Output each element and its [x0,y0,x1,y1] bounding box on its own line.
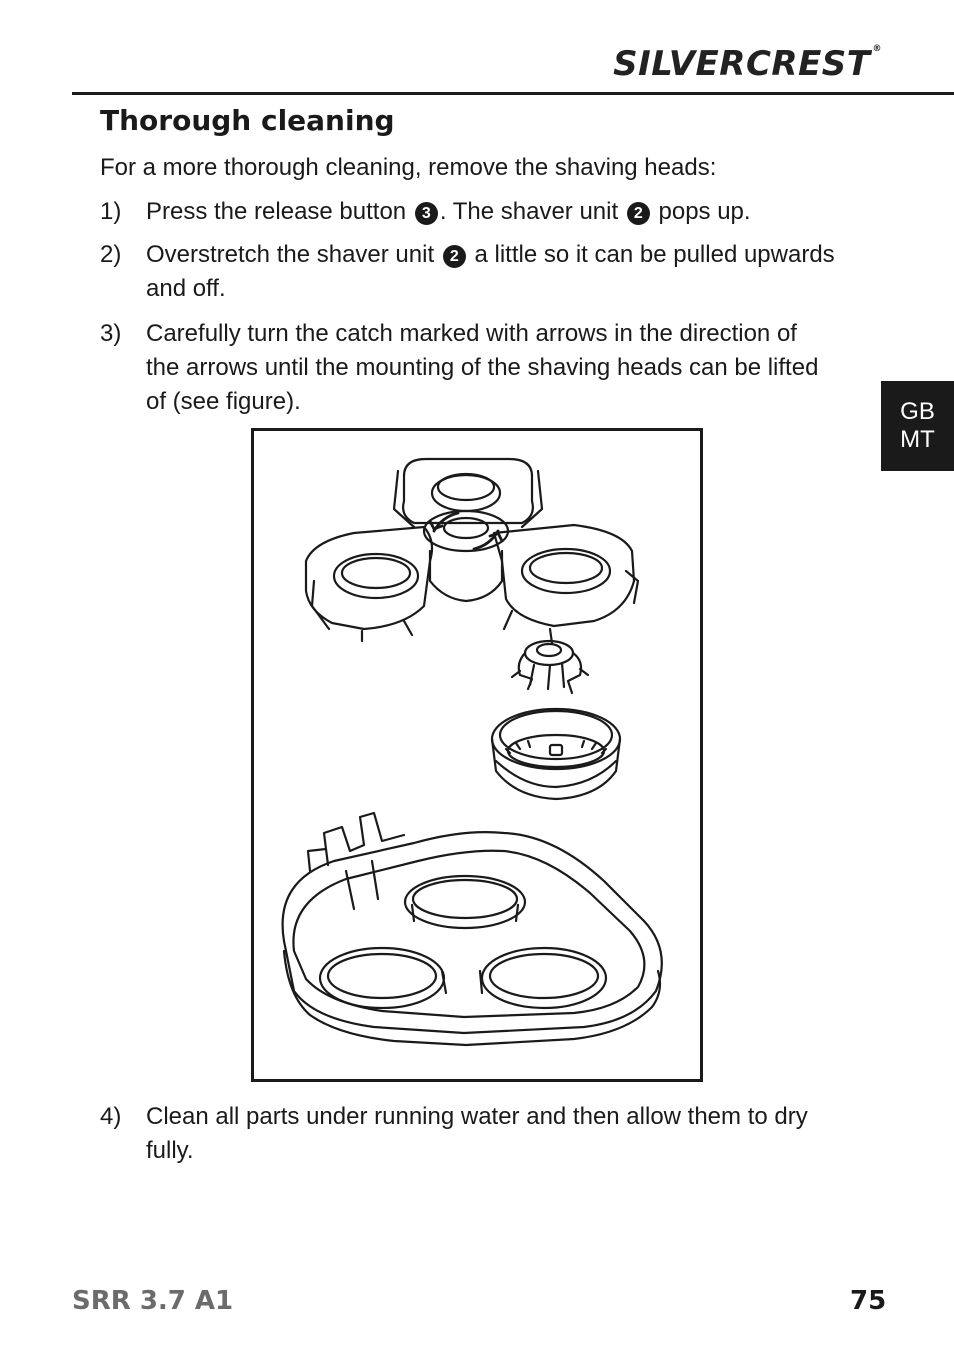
step-text: Clean all parts under running water and then allow them to dry fully. [146,1103,808,1164]
language-tab [881,381,954,471]
step-4 [100,1100,860,1168]
language-code-mt: MT [900,426,935,453]
step-text: Carefully turn the catch marked with arrows in the direction of the arrows until the mounting of the shaving heads can be lifted of (see figure). [146,320,819,415]
step-text: Press the release button 3 . The shaver unit 2 pops up. [146,198,751,225]
section-title: Thorough cleaning [100,104,395,137]
shaving-head-mounting [306,459,638,643]
step-1 [100,195,860,229]
step-number: 2) [100,241,122,268]
step-2 [100,238,860,306]
step-3 [100,317,860,419]
model-number: SRR 3.7 A1 [72,1286,234,1316]
shaving-head-figure [251,428,703,1082]
intro-text: For a more thorough cleaning, remove the shaving heads: [100,154,717,181]
shaving-head-disassembly-illustration [254,431,700,1079]
language-code-gb: GB [900,398,935,425]
step-number: 4) [100,1103,122,1130]
step-text: Overstretch the shaver unit 2 a little so it can be pulled upwards and off. [146,241,835,302]
release-button-badge: 3 [415,202,438,225]
step-number: 1) [100,198,122,225]
shaving-head-cap [492,709,620,799]
step-number: 3) [100,320,122,347]
cutter-blade [512,641,588,693]
shaving-unit-frame [283,813,662,1045]
shaver-unit-badge: 2 [443,245,466,268]
silvercrest-logo: SILVERCREST ® [613,44,882,84]
page-number: 75 [850,1286,887,1316]
shaver-unit-badge: 2 [627,202,650,225]
header-divider [72,92,954,95]
